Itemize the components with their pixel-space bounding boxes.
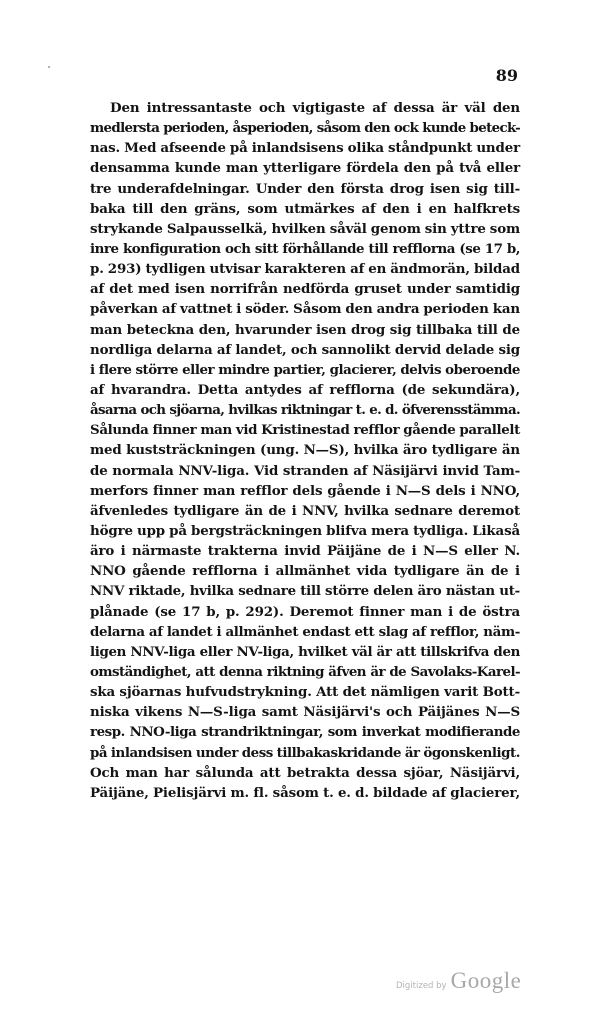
text-line: Och man har sålunda att betrakta dessa sjöar, Näsijärvi, — [90, 764, 520, 781]
text-line: i flere större eller mindre partier, glacierer, delvis oberoende — [90, 361, 520, 378]
text-line: Sålunda finner man vid Kristinestad refflor gående parallelt — [90, 422, 520, 439]
text-line: med kuststräckningen (ung. N—S), hvilka äro tydligare än — [90, 442, 520, 459]
text-line: delarna af landet i allmänhet endast ett slag af refflor, näm- — [90, 623, 520, 640]
text-line: inre konfiguration och sitt förhållande till refflorna (se 17 b, — [90, 240, 520, 257]
text-line: Päijäne, Pielisjärvi m. fl. såsom t. e. d. bildade af glacierer, — [90, 784, 520, 801]
text-line: omständighet, att denna riktning äfven är de Savolaks-Karel- — [90, 663, 520, 680]
text-line: tre underafdelningar. Under den första drog isen sig till- — [90, 180, 520, 197]
text-line: nordliga delarna af landet, och sannolikt dervid delade sig — [90, 341, 520, 358]
text-line: merfors finner man refflor dels gående i N—S dels i NNO, — [90, 482, 520, 499]
text-line: af det med isen norrifrån nedförda gruset under samtidig — [90, 281, 520, 298]
text-line: resp. NNO-liga strandriktningar, som inverkat modifierande — [90, 724, 520, 741]
text-line: ska sjöarnas hufvudstrykning. Att det nämligen varit Bott- — [90, 684, 520, 701]
text-line: nas. Med afseende på inlandsisens olika ståndpunkt under — [90, 140, 520, 157]
text-line: baka till den gräns, som utmärkes af den i en halfkrets — [90, 200, 520, 217]
text-line: åsarna och sjöarna, hvilkas riktningar t. e. d. öfverensstämma. — [90, 402, 520, 419]
text-line: NNV riktade, hvilka sednare till större delen äro nästan ut- — [90, 583, 520, 600]
text-line: högre upp på bergsträckningen blifva mera tydliga. Likaså — [90, 522, 520, 539]
text-line: af hvarandra. Detta antydes af refflorna (de sekundära), — [90, 381, 520, 398]
text-line: man beteckna den, hvarunder isen drog sig tillbaka till de — [90, 321, 520, 338]
body-text — [90, 98, 520, 803]
text-line: Den intressantaste och vigtigaste af dessa är väl den — [110, 100, 520, 116]
text-line: ligen NNV-liga eller NV-liga, hvilket väl är att tillskrifva den — [90, 643, 520, 660]
text-line: niska vikens N—S-liga samt Näsijärvi's och Päijänes N—S — [90, 704, 520, 721]
text-line: påverkan af vattnet i söder. Såsom den andra perioden kan — [90, 301, 520, 318]
text-line: äfvenledes tydligare än de i NNV, hvilka sednare deremot — [90, 502, 520, 519]
text-line: p. 293) tydligen utvisar karakteren af en ändmorän, bildad — [90, 261, 520, 278]
text-line: äro i närmaste trakterna invid Päijäne de i N—S eller N. — [90, 543, 520, 560]
text-line: de normala NNV-liga. Vid stranden af Näsijärvi invid Tam- — [90, 462, 520, 479]
text-line: strykande Salpausselkä, hvilken såväl genom sin yttre som — [90, 220, 520, 237]
text-line: på inlandsisen under dess tillbakaskridande är ögonskenligt. — [90, 744, 520, 761]
text-line: NNO gående refflorna i allmänhet vida tydligare än de i — [90, 563, 520, 580]
text-line: medlersta perioden, åsperioden, såsom den ock kunde beteck- — [90, 120, 520, 137]
text-line: plånade (se 17 b, p. 292). Deremot finner man i de östra — [90, 603, 520, 620]
google-digitized-watermark — [396, 968, 526, 994]
page-number: 89 — [495, 66, 518, 85]
digitized-by-label: Digitized by — [396, 981, 447, 991]
paper-speck — [48, 66, 50, 68]
text-line: densamma kunde man ytterligare fördela den på två eller — [90, 160, 520, 177]
google-logo: Google — [450, 968, 522, 993]
